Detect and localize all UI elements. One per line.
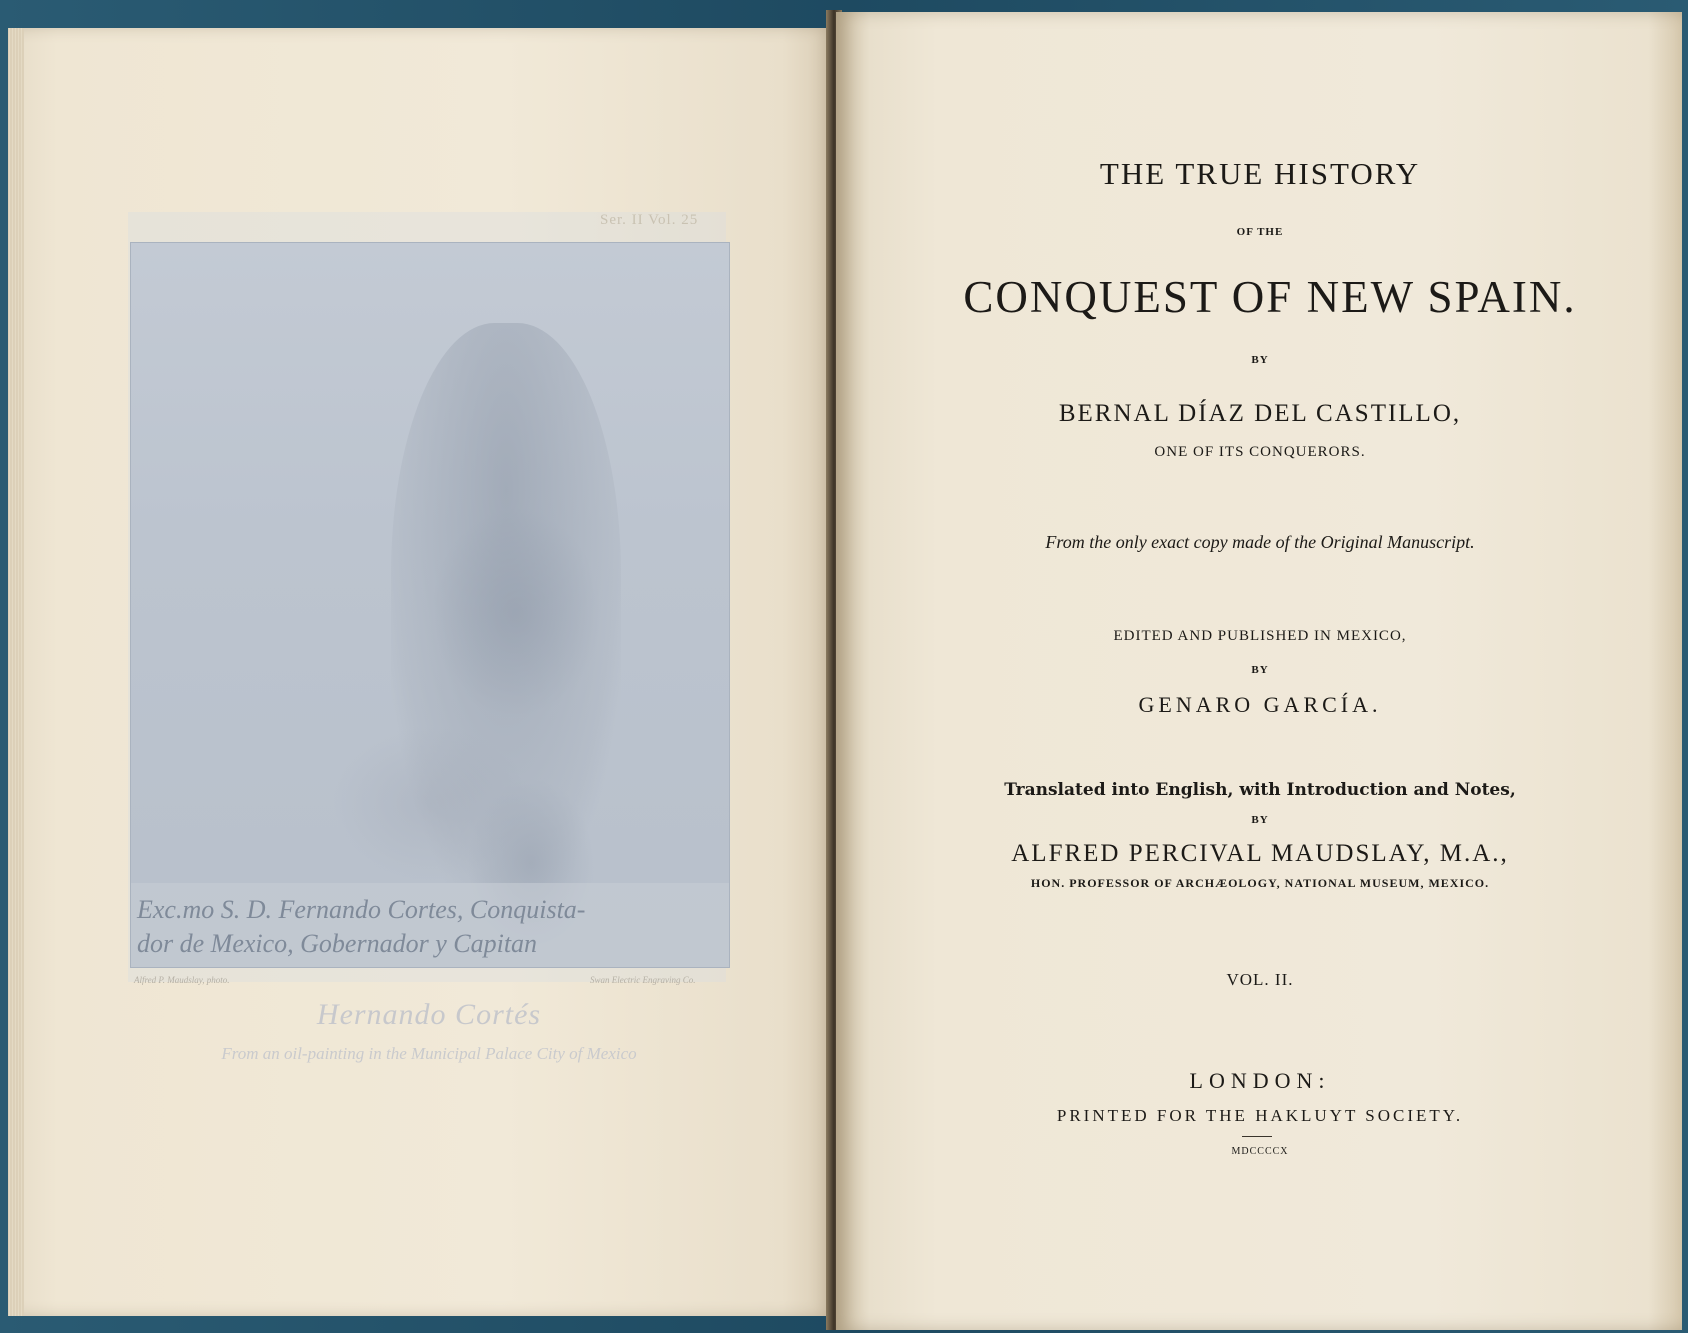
shelfmark: Ser. II Vol. 25 <box>600 212 699 228</box>
author-name: BERNAL DÍAZ DEL CASTILLO, <box>1058 400 1462 427</box>
page-edges <box>8 28 24 1316</box>
portrait-inscription: Exc.mo S. D. Fernando Cortes, Conquista- dor de Mexico, Gobernador y Capitan <box>137 895 586 958</box>
volume-number: VOL. II. <box>1226 970 1294 989</box>
translated-line: Translated into English, with Introduction and Notes, <box>1004 780 1516 800</box>
by-label-editor: BY <box>1251 664 1269 676</box>
portrait-plate <box>130 242 730 968</box>
portrait-figure <box>391 323 621 883</box>
title-of-the: OF THE <box>1236 226 1284 238</box>
portrait-caption-subtitle: From an oil-painting in the Municipal Palace City of Mexico <box>221 1044 637 1063</box>
photo-credit: Alfred P. Maudslay, photo. <box>134 975 230 985</box>
publication-city: LONDON: <box>1189 1068 1331 1093</box>
divider-rule <box>1242 1136 1272 1137</box>
engraver-credit: Swan Electric Engraving Co. <box>590 975 696 985</box>
translator-name: ALFRED PERCIVAL MAUDSLAY, M.A., <box>1011 840 1509 867</box>
printer-line: PRINTED FOR THE HAKLUYT SOCIETY. <box>1056 1106 1464 1125</box>
by-label-translator: BY <box>1251 814 1269 826</box>
main-title: CONQUEST OF NEW SPAIN. <box>963 272 1577 322</box>
author-description: ONE OF ITS CONQUERORS. <box>1154 444 1366 460</box>
editor-name: GENARO GARCÍA. <box>1138 692 1382 717</box>
by-label-author: BY <box>1251 354 1269 366</box>
edited-line: EDITED AND PUBLISHED IN MEXICO, <box>1113 628 1407 644</box>
title-line-1: THE TRUE HISTORY <box>1099 156 1421 191</box>
translator-description: HON. PROFESSOR OF ARCHÆOLOGY, NATIONAL MUSEUM, MEXICO. <box>1030 876 1490 890</box>
portrait-caption-title: Hernando Cortés <box>316 998 542 1031</box>
publication-year: MDCCCCX <box>1231 1146 1289 1157</box>
source-note: From the only exact copy made of the Original Manuscript. <box>1045 532 1475 552</box>
